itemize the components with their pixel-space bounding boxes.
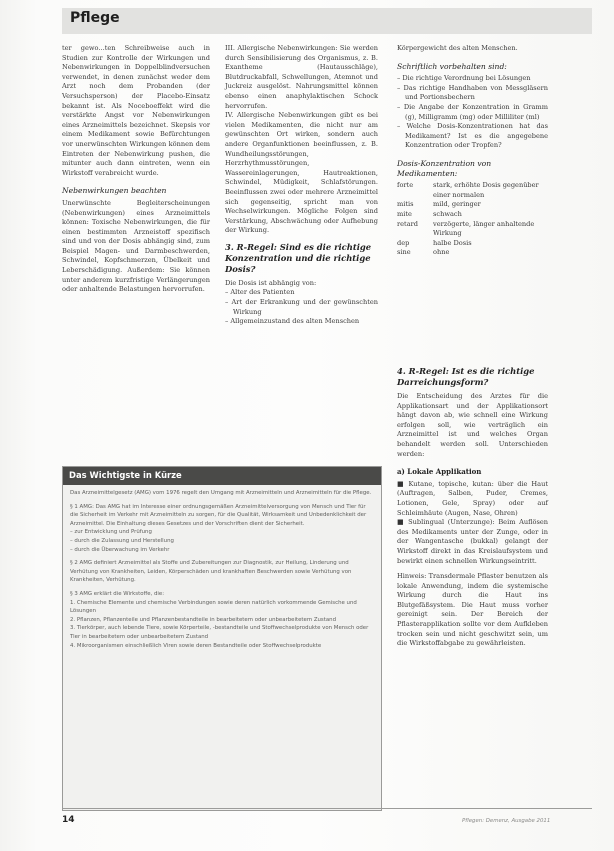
glossary-term: retard bbox=[397, 219, 419, 228]
glossary-definition: schwach bbox=[433, 209, 462, 218]
header-band bbox=[62, 8, 592, 34]
col3-list-item: – Welche Dosis-Konzentrationen hat das Medikament? Ist es die angegebene Konzentration oder Tropfen? bbox=[397, 122, 548, 150]
col2-intro: III. Allergische Nebenwirkungen: Sie werden durch Sensibilisierung des Organismus, z. B. Exantheme (Hautausschläge), Blutdruckabfall, Schwellungen, Atemnot und Juckreiz ausgelöst. Nahrungsmittel können ebenso einen anaphylaktischen Schock hervorrufen. bbox=[225, 44, 378, 110]
summary-list-item: 2. Pflanzen, Pflanzenteile und Pflanzenbestandteile in bearbeitetem oder unbearbeitetem Zustand bbox=[70, 616, 336, 623]
glossary-term: dep bbox=[397, 238, 410, 247]
column-3 bbox=[397, 44, 548, 258]
footer-rule bbox=[62, 808, 592, 809]
col2-list-item: – Allgemeinzustand des alten Menschen bbox=[225, 317, 360, 326]
col3b-bullet: ■ Sublingual (Unterzunge): Beim Auflösen des Medikaments unter der Zunge, oder in der Wangentasche (bukkal) gelangt der Wirkstoff direkt in das Kreislaufsystem und bewirkt einen schnellen Wirkungseintritt. bbox=[397, 518, 548, 566]
summary-list-item: 1. Chemische Elemente und chemische Verbindungen sowie deren natürlich vorkommende Gemische und Lösungen bbox=[70, 599, 357, 615]
col3-subheading-2: Dosis-Konzentration von Medikamenten: bbox=[397, 158, 492, 178]
glossary-term: mite bbox=[397, 209, 412, 218]
glossary-definition: ohne bbox=[433, 248, 450, 257]
col1-intro: ter gewo...ten Schreibweise auch in Studien zur Kontrolle der Wirkungen und Nebenwirkungen in Doppelblindversuchen verwendet, in denen zunächst weder dem Arzt noch dem Probanden (der Versuchsperson) der Placebo-Einsatz bekannt ist. Als Noceboeffekt wird die verstärkte Angst vor Nebenwirkungen eines Arzneimittels bezeichnet. Skepsis vor einem Medikament sowie Befürchtungen vor unerwünschten Wirkungen können dem Eintreten der Nebenwirkung pushen, die mitunter auch dann eintreten, wenn ein Wirkstoff verabreicht wurde. bbox=[62, 44, 210, 177]
column-2 bbox=[225, 44, 378, 327]
summary-list-item: 4. Mikroorganismen einschließlich Viren sowie deren Bestandteile oder Stoffwechselprodukte bbox=[70, 642, 322, 649]
glossary-definition: halbe Dosis bbox=[433, 238, 472, 247]
glossary-definition: verzögerte, länger anhaltende Wirkung bbox=[433, 219, 535, 238]
summary-paragraph: § 3 AMG erklärt die Wirkstoffe, die: bbox=[70, 590, 165, 597]
footer-source: Pflegen: Demenz, Ausgabe 2011 bbox=[462, 818, 551, 824]
col1-body: Unerwünschte Begleiterscheinungen (Nebenwirkungen) eines Arzneimittels können: Toxische Nebenwirkungen, die für einen bestimmten Arzneistoff spezifisch sind und von der Dosis abhängig sind, zum Beispiel Magen- und Darmbeschwerden, Schwindel, Kopfschmerzen, Übelkeit und Leberschädigung. Außerdem: Sie können unter anderem kurzfristige Verlängerungen oder anhaltende Belastungen hervorrufen. bbox=[62, 198, 210, 294]
summary-box-body bbox=[63, 485, 381, 654]
col3b-bullet: ■ Kutane, topische, kutan: über die Haut (Auftragen, Salben, Puder, Cremes, Lotionen, Gele, Spray) oder auf Schleimhäute (Augen, Nase, Ohren) bbox=[397, 480, 548, 518]
summary-paragraph: § 1 AMG: Das AMG hat im Interesse einer ordnungsgemäßen Arzneimittelversorgung von Mensch und Tier für die Sicherheit im Verkehr mit Arzneimitteln zu sorgen, für die Qualität, Wirksamkeit und Unbedenklichkeit der Arzneimittel. Die Einhaltung dieses Gesetzes und der Vorschriften dient der Sicherheit. bbox=[70, 503, 367, 527]
summary-list-item: – durch die Zulassung und Herstellung bbox=[70, 537, 174, 544]
summary-box bbox=[62, 466, 382, 811]
col3b-hint: Hinweis: Transdermale Pflaster benutzen als lokale Anwendung, indem die systemische Wirkung durch die Haut ins Blutgefäßsystem. Die Haut muss vorher gereinigt sein. Der Bereich der Pflasterapplikation sollte vor dem Aufkleben trocken sein und nicht geschwitzt sein, um die Wirkstoffabgabe zu gewährleisten. bbox=[397, 572, 548, 648]
col3-heading: 4. R-Regel: Ist es die richtige Darreichungsform? bbox=[397, 366, 535, 387]
glossary-term: mitis bbox=[397, 200, 414, 209]
col3-list-item: – Die Angabe der Konzentration in Gramm (g), Milligramm (mg) oder Milliliter (ml) bbox=[397, 102, 548, 121]
col2-lead: Die Dosis ist abhängig von: bbox=[225, 278, 317, 287]
col3-list-item: – Das richtige Handhaben von Messgläsern und Portionsbechern bbox=[397, 83, 548, 102]
column-3-lower bbox=[397, 360, 548, 649]
column-1 bbox=[62, 44, 210, 295]
summary-list-item: – durch die Überwachung im Verkehr bbox=[70, 546, 170, 553]
summary-box-title: Das Wichtigste in Kürze bbox=[63, 467, 381, 485]
col2-heading: 3. R-Regel: Sind es die richtige Konzentration und die richtige Dosis? bbox=[225, 241, 372, 274]
col1-subheading: Nebenwirkungen beachten bbox=[62, 186, 167, 196]
summary-paragraph: Das Arzneimittelgesetz (AMG) vom 1976 regelt den Umgang mit Arzneimitteln und Arzneimitteln für die Pflege. bbox=[70, 490, 372, 496]
col2-list-item: – Alter des Patienten bbox=[225, 288, 295, 297]
summary-list-item: 3. Tierkörper, auch lebende Tiere, sowie Körperteile, -bestandteile und Stoffwechselprodukte von Mensch oder Tier in bearbeitetem oder unbearbeitetem Zustand bbox=[70, 625, 369, 640]
page-number: 14 bbox=[62, 815, 75, 825]
col3-intro: Körpergewicht des alten Menschen. bbox=[397, 44, 518, 52]
glossary-definition: stark, erhöhte Dosis gegenüber einer normalen bbox=[433, 181, 539, 199]
dosage-glossary bbox=[397, 181, 548, 258]
col2-body: IV. Allergische Nebenwirkungen gibt es bei vielen Medikamenten, die nicht nur am gewünschten Ort wirken, sondern auch andere Organfunktionen beeinflussen, z. B. Wundheilungsstörungen, Herzrhythmusstörungen, Wassereinlagerungen, Hautreaktionen, Schwindel, Müdigkeit, Schlafstörungen. Beeinflussen zwei oder mehrere Arzneimittel sich gegenseitig, spricht man von Wechselwirkungen. Mögliche Folgen sind Verstärkung, Abschwächung oder Aufhebung der Wirkung. bbox=[225, 111, 378, 235]
summary-paragraph: § 2 AMG definiert Arzneimittel als Stoffe und Zubereitungen zur Diagnostik, zur Heilung, Linderung und Verhütung von Krankheiten, Leiden, Körperschäden und krankhaften Beschwerden sowie Verhütung von Krankheiten, Verhütung. bbox=[70, 560, 352, 584]
col3-list-item: – Die richtige Verordnung bei Lösungen bbox=[397, 74, 531, 83]
glossary-definition: mild, geringer bbox=[433, 200, 481, 209]
col2-list-item: – Art der Erkrankung und der gewünschten Wirkung bbox=[225, 298, 378, 316]
col3b-intro: Die Entscheidung des Arztes für die Applikationsart und der Applikationsort hängt davon ab, wie schnell eine Wirkung erfolgen soll, wie verträglich ein Arzneimittel ist und welches Organ behandelt werden soll. Unterschieden werden: bbox=[397, 392, 548, 458]
glossary-term: forte bbox=[397, 181, 414, 190]
col3-subheading: Schriftlich vorbehalten sind: bbox=[397, 61, 507, 71]
summary-list-item: – zur Entwicklung und Prüfung bbox=[70, 529, 152, 536]
col3b-subheading: a) Lokale Applikation bbox=[397, 467, 482, 477]
page-title: Pflege bbox=[70, 10, 120, 26]
glossary-term: sine bbox=[397, 248, 411, 257]
